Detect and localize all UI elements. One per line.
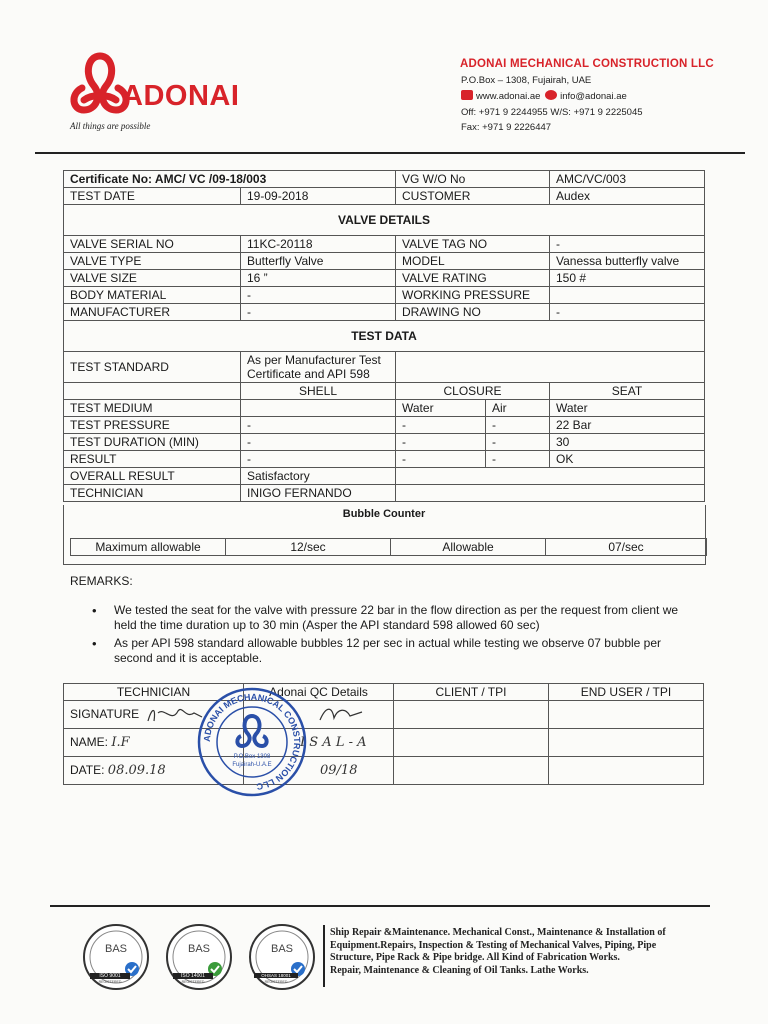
duration-closure-2: - xyxy=(486,434,550,451)
client-name-cell xyxy=(394,729,549,757)
medium-shell xyxy=(241,400,396,417)
drawing-label: DRAWING NO xyxy=(396,304,550,321)
table-row xyxy=(71,539,707,556)
std-empty xyxy=(396,352,705,383)
stamp-city: Fujairah-U.A.E xyxy=(232,762,272,768)
customer-value: Audex xyxy=(550,188,705,205)
overall-value: Satisfactory xyxy=(241,468,396,485)
body-label: BODY MATERIAL xyxy=(64,287,241,304)
table-row xyxy=(64,304,705,321)
duration-label: TEST DURATION (MIN) xyxy=(64,434,241,451)
size-value: 16 ” xyxy=(241,270,396,287)
footer-divider xyxy=(50,905,710,907)
test-data-heading: TEST DATA xyxy=(64,321,705,352)
ohsas-18001-badge xyxy=(248,923,316,991)
qc-name-handwritten: I S A L - A xyxy=(300,735,367,750)
vgwo-value: AMC/VC/003 xyxy=(550,171,705,188)
pressure-closure-1: - xyxy=(396,417,486,434)
bubble-allow-value: 07/sec xyxy=(546,539,707,556)
table-row xyxy=(64,434,705,451)
std-label: TEST STANDARD xyxy=(64,352,241,383)
size-label: VALVE SIZE xyxy=(64,270,241,287)
bubble-max-value: 12/sec xyxy=(226,539,391,556)
wp-value xyxy=(550,287,705,304)
duration-shell: - xyxy=(241,434,396,451)
signature-label: SIGNATURE xyxy=(70,706,140,721)
company-name: ADONAI MECHANICAL CONSTRUCTION LLC xyxy=(460,58,714,70)
bubble-counter-title: Bubble Counter xyxy=(342,508,426,520)
services-line: Equipment.Repairs, Inspection & Testing of Mechanical Valves, Piping, Pipe xyxy=(330,939,657,951)
badge-sub: REGISTERED xyxy=(264,980,288,984)
badge-org: BAS xyxy=(104,943,127,955)
email-icon xyxy=(545,90,557,100)
company-fax: Fax: +971 9 2226447 xyxy=(461,122,552,133)
bubble-allow-label: Allowable xyxy=(391,539,546,556)
valve-details-heading: VALVE DETAILS xyxy=(64,205,705,236)
company-po-box: P.O.Box – 1308, Fujairah, UAE xyxy=(461,75,592,86)
remarks-list xyxy=(92,603,702,669)
test-date-label: TEST DATE xyxy=(64,188,241,205)
table-row xyxy=(64,451,705,468)
enduser-name-cell xyxy=(549,729,704,757)
result-label: RESULT xyxy=(64,451,241,468)
badge-std: OHSAS 18001 xyxy=(254,973,298,978)
table-row xyxy=(64,236,705,253)
type-label: VALVE TYPE xyxy=(64,253,241,270)
technician-empty xyxy=(396,485,705,502)
pressure-shell: - xyxy=(241,417,396,434)
company-web-email xyxy=(461,90,627,102)
badge-org: BAS xyxy=(187,943,210,955)
header-divider xyxy=(35,152,745,154)
std-value-line-2: Certificate and API 598 xyxy=(247,367,370,381)
signoff-technician-header: TECHNICIAN xyxy=(64,684,244,701)
customer-label: CUSTOMER xyxy=(396,188,550,205)
certificate-number: Certificate No: AMC/ VC /09-18/003 xyxy=(64,171,396,188)
table-row xyxy=(64,400,705,417)
closure-header: CLOSURE xyxy=(396,383,550,400)
model-label: MODEL xyxy=(396,253,550,270)
seat-header: SEAT xyxy=(550,383,705,400)
table-row xyxy=(64,287,705,304)
table-row xyxy=(64,188,705,205)
std-value-line-1: As per Manufacturer Test xyxy=(247,353,381,367)
result-closure-2: - xyxy=(486,451,550,468)
technician-name-handwritten: I.F xyxy=(111,735,130,750)
medium-closure-water: Water xyxy=(396,400,486,417)
medium-label: TEST MEDIUM xyxy=(64,400,241,417)
table-row xyxy=(64,205,705,236)
pressure-seat: 22 Bar xyxy=(550,417,705,434)
medium-seat: Water xyxy=(550,400,705,417)
company-web[interactable]: www.adonai.ae xyxy=(476,91,541,102)
web-icon xyxy=(461,90,473,100)
overall-label: OVERALL RESULT xyxy=(64,468,241,485)
iso-14001-badge xyxy=(165,923,233,991)
table-row xyxy=(64,417,705,434)
certificate-table xyxy=(63,170,705,502)
test-date-value: 19-09-2018 xyxy=(241,188,396,205)
badge-org: BAS xyxy=(270,943,293,955)
badge-sub: REGISTERED xyxy=(98,980,122,984)
services-line: Ship Repair &Maintenance. Mechanical Const., Maintenance & Installation of xyxy=(330,927,666,938)
table-row xyxy=(64,729,704,757)
technician-date-handwritten: 08.09.18 xyxy=(107,763,166,778)
footer-separator xyxy=(323,925,325,987)
table-row xyxy=(64,485,705,502)
table-row xyxy=(64,701,704,729)
signoff-table xyxy=(63,683,704,785)
enduser-date-cell xyxy=(549,757,704,785)
brand-tagline: All things are possible xyxy=(70,121,151,131)
rating-label: VALVE RATING xyxy=(396,270,550,287)
date-label: DATE: xyxy=(70,763,105,777)
list-item: • As per API 598 standard allowable bubbles 12 per sec in actual while testing we observe 07 bubble per second and it is acceptable. xyxy=(92,636,702,666)
result-shell: - xyxy=(241,451,396,468)
technician-label: TECHNICIAN xyxy=(64,485,241,502)
medium-closure-air: Air xyxy=(486,400,550,417)
footer-services xyxy=(330,927,720,977)
serial-value: 11KC-20118 xyxy=(241,236,396,253)
blank-header-cell xyxy=(64,383,241,400)
client-date-cell xyxy=(394,757,549,785)
badge-sub: REGISTERED xyxy=(181,980,205,984)
stamp-po: P.O.Box 1308 xyxy=(233,754,271,760)
table-row xyxy=(64,171,705,188)
table-row xyxy=(64,383,705,400)
duration-seat: 30 xyxy=(550,434,705,451)
company-email[interactable]: info@adonai.ae xyxy=(560,91,627,102)
qc-date-handwritten: 09/18 xyxy=(320,763,358,778)
table-row xyxy=(64,352,705,383)
badge-std: ISO 9001 xyxy=(90,973,130,979)
mfr-value: - xyxy=(241,304,396,321)
result-closure-1: - xyxy=(396,451,486,468)
iso-9001-badge xyxy=(82,923,150,991)
name-label: NAME: xyxy=(70,735,109,749)
signoff-client-header: CLIENT / TPI xyxy=(394,684,549,701)
table-row xyxy=(64,321,705,352)
std-value xyxy=(241,352,396,383)
remarks-title: REMARKS: xyxy=(70,574,133,588)
type-value: Butterfly Valve xyxy=(241,253,396,270)
tag-label: VALVE TAG NO xyxy=(396,236,550,253)
model-value: Vanessa butterfly valve xyxy=(550,253,705,270)
services-line: Repair, Maintenance & Cleaning of Oil Tanks. Lathe Works. xyxy=(330,964,589,976)
company-stamp-icon xyxy=(196,686,308,798)
result-seat: OK xyxy=(550,451,705,468)
overall-empty xyxy=(396,468,705,485)
tag-value: - xyxy=(550,236,705,253)
table-row xyxy=(64,684,704,701)
wp-label: WORKING PRESSURE xyxy=(396,287,550,304)
services-line: Structure, Pipe Rack & Pipe bridge. All Kind of Fabrication Works. xyxy=(330,952,620,963)
bubble-counter-table xyxy=(70,538,707,556)
bubble-max-label: Maximum allowable xyxy=(71,539,226,556)
list-item: • We tested the seat for the valve with pressure 22 bar in the flow direction as per the request from client we held the time duration up to 30 min (Asper the API standard 598 allowed 60 sec) xyxy=(92,603,702,633)
company-phone: Off: +971 9 2244955 W/S: +971 9 2225045 xyxy=(461,107,643,118)
technician-value: INIGO FERNANDO xyxy=(241,485,396,502)
table-row xyxy=(64,468,705,485)
signoff-qc-header: Adonai QC Details xyxy=(244,684,394,701)
duration-closure-1: - xyxy=(396,434,486,451)
pressure-label: TEST PRESSURE xyxy=(64,417,241,434)
mfr-label: MANUFACTURER xyxy=(64,304,241,321)
rating-value: 150 # xyxy=(550,270,705,287)
table-row xyxy=(64,253,705,270)
table-row xyxy=(64,757,704,785)
serial-label: VALVE SERIAL NO xyxy=(64,236,241,253)
vgwo-label: VG W/O No xyxy=(396,171,550,188)
body-value: - xyxy=(241,287,396,304)
signoff-enduser-header: END USER / TPI xyxy=(549,684,704,701)
pressure-closure-2: - xyxy=(486,417,550,434)
badge-std: ISO 14001 xyxy=(173,973,213,979)
drawing-value: - xyxy=(550,304,705,321)
table-row xyxy=(64,270,705,287)
enduser-signature-cell xyxy=(549,701,704,729)
client-signature-cell xyxy=(394,701,549,729)
brand-name: ADONAI xyxy=(122,80,240,112)
stamp-ring-text: ADONAI MECHANICAL CONSTRUCTION LLC xyxy=(201,691,303,792)
shell-header: SHELL xyxy=(241,383,396,400)
